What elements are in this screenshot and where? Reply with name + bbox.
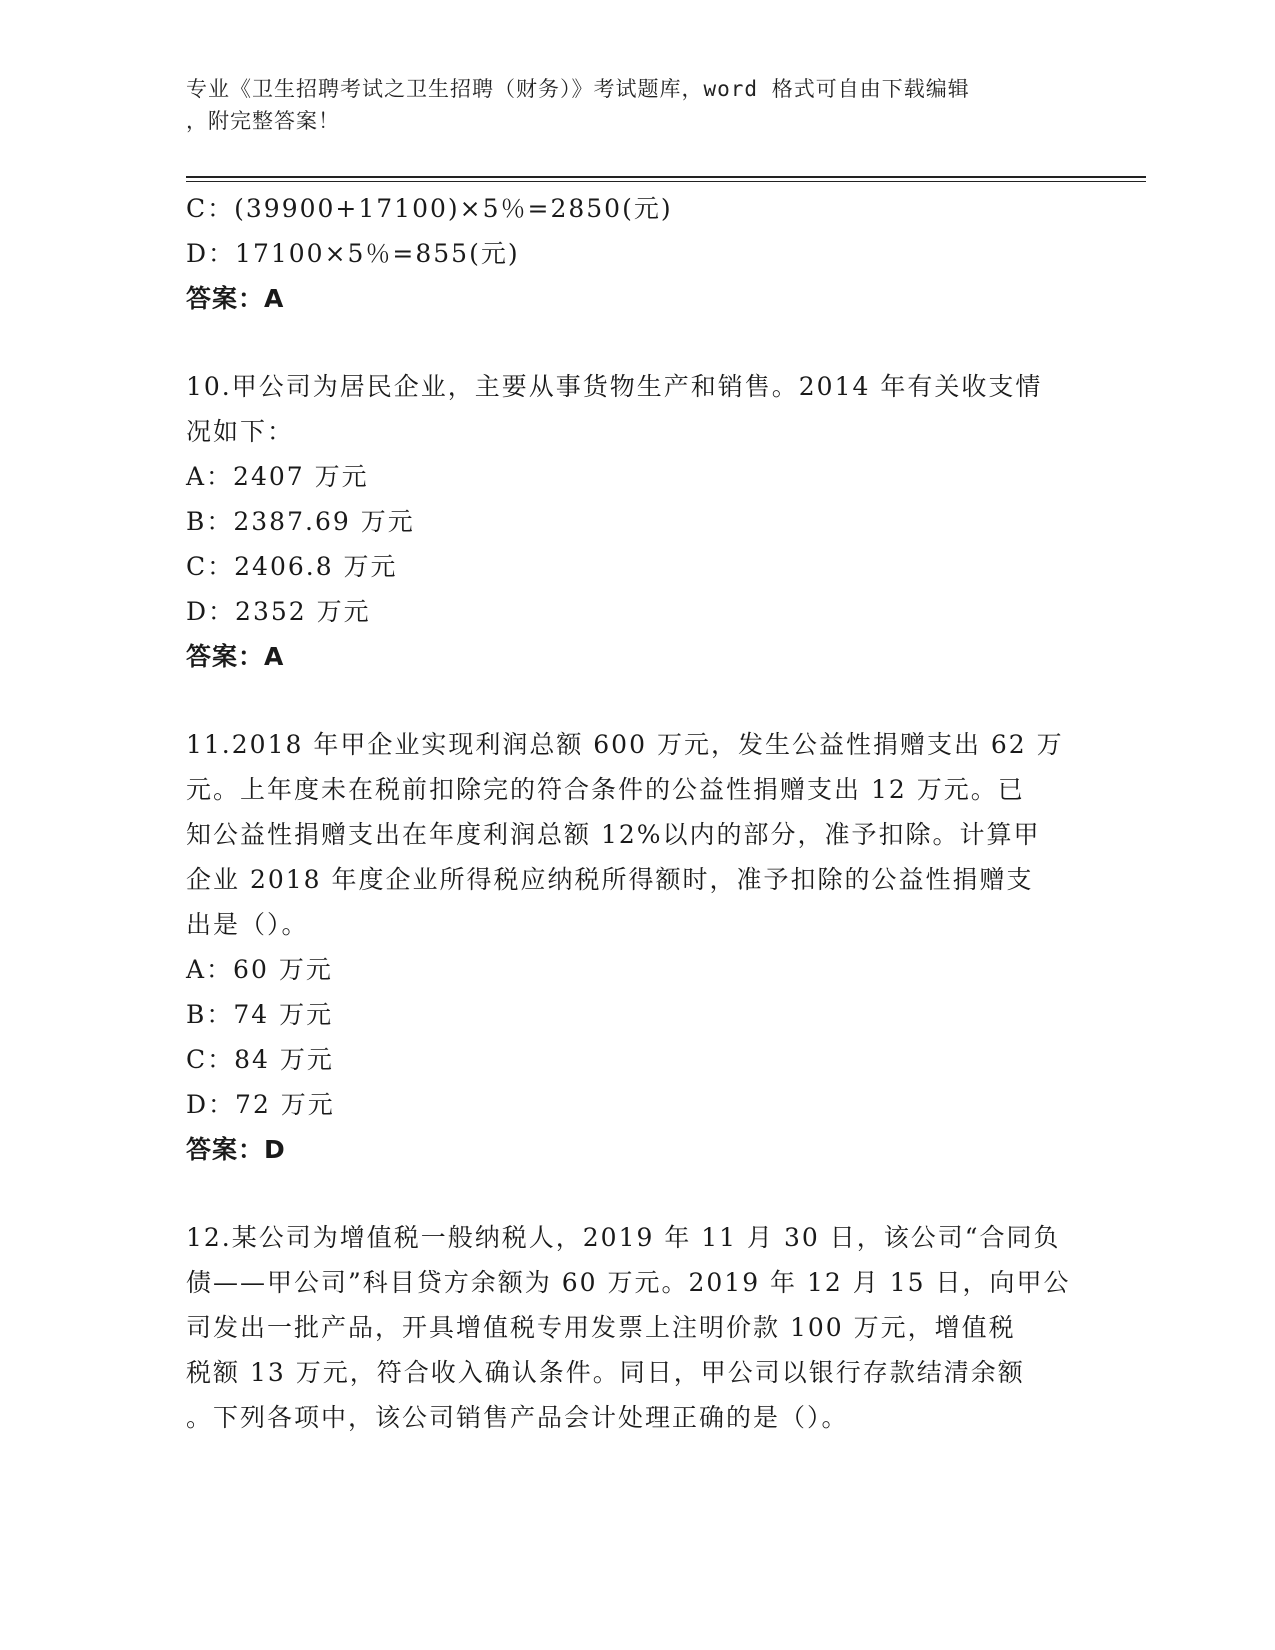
question-9-tail	[186, 186, 1086, 321]
q10-option-b: B：2387.69 万元	[186, 507, 415, 536]
q12-stem-line-5: 。下列各项中，该公司销售产品会计处理正确的是（）。	[186, 1403, 849, 1432]
document-header	[186, 73, 1066, 137]
question-11	[186, 722, 1086, 1172]
q11-stem-line-2: 元。上年度未在税前扣除完的符合条件的公益性捐赠支出 12 万元。已	[186, 775, 1025, 804]
q10-answer: 答案：A	[186, 642, 285, 671]
q12-stem-line-3: 司发出一批产品，开具增值税专用发票上注明价款 100 万元，增值税	[186, 1313, 1016, 1342]
q12-stem-line-1: 12.某公司为增值税一般纳税人，2019 年 11 月 30 日，该公司“合同负	[186, 1223, 1061, 1252]
q11-option-c: C：84 万元	[186, 1045, 334, 1074]
q11-stem-line-3: 知公益性捐赠支出在年度利润总额 12%以内的部分，准予扣除。计算甲	[186, 820, 1041, 849]
q10-option-d: D：2352 万元	[186, 597, 371, 626]
header-divider-thin	[186, 181, 1146, 182]
q10-stem-line-2: 况如下：	[186, 417, 295, 446]
q11-answer: 答案：D	[186, 1135, 286, 1164]
q11-stem-line-1: 11.2018 年甲企业实现利润总额 600 万元，发生公益性捐赠支出 62 万	[186, 730, 1064, 759]
q11-stem-line-4: 企业 2018 年度企业所得税应纳税所得额时，准予扣除的公益性捐赠支	[186, 865, 1034, 894]
spacer	[186, 321, 1086, 364]
q10-stem-line-1: 10.甲公司为居民企业，主要从事货物生产和销售。2014 年有关收支情	[186, 372, 1043, 401]
q9-answer: 答案：A	[186, 284, 285, 313]
q11-option-a: A：60 万元	[186, 955, 333, 984]
q9-option-c: C：(39900+17100)×5％=2850(元)	[186, 194, 673, 223]
question-content	[186, 186, 1086, 1440]
q12-stem-line-2: 债——甲公司”科目贷方余额为 60 万元。2019 年 12 月 15 日，向甲公	[186, 1268, 1071, 1297]
spacer	[186, 679, 1086, 722]
spacer	[186, 1172, 1086, 1215]
q9-option-d: D：17100×5％=855(元)	[186, 239, 520, 268]
q10-option-c: C：2406.8 万元	[186, 552, 398, 581]
q11-option-b: B：74 万元	[186, 1000, 334, 1029]
header-line-2: ，附完整答案！	[186, 109, 340, 133]
header-divider-thick	[186, 176, 1146, 178]
q10-option-a: A：2407 万元	[186, 462, 369, 491]
question-10	[186, 364, 1086, 679]
q11-option-d: D：72 万元	[186, 1090, 335, 1119]
question-12	[186, 1215, 1086, 1440]
header-line-1: 专业《卫生招聘考试之卫生招聘（财务）》考试题库，word 格式可自由下载编辑	[186, 77, 970, 101]
q12-stem-line-4: 税额 13 万元，符合收入确认条件。同日，甲公司以银行存款结清余额	[186, 1358, 1025, 1387]
q11-stem-line-5: 出是（）。	[186, 910, 309, 939]
